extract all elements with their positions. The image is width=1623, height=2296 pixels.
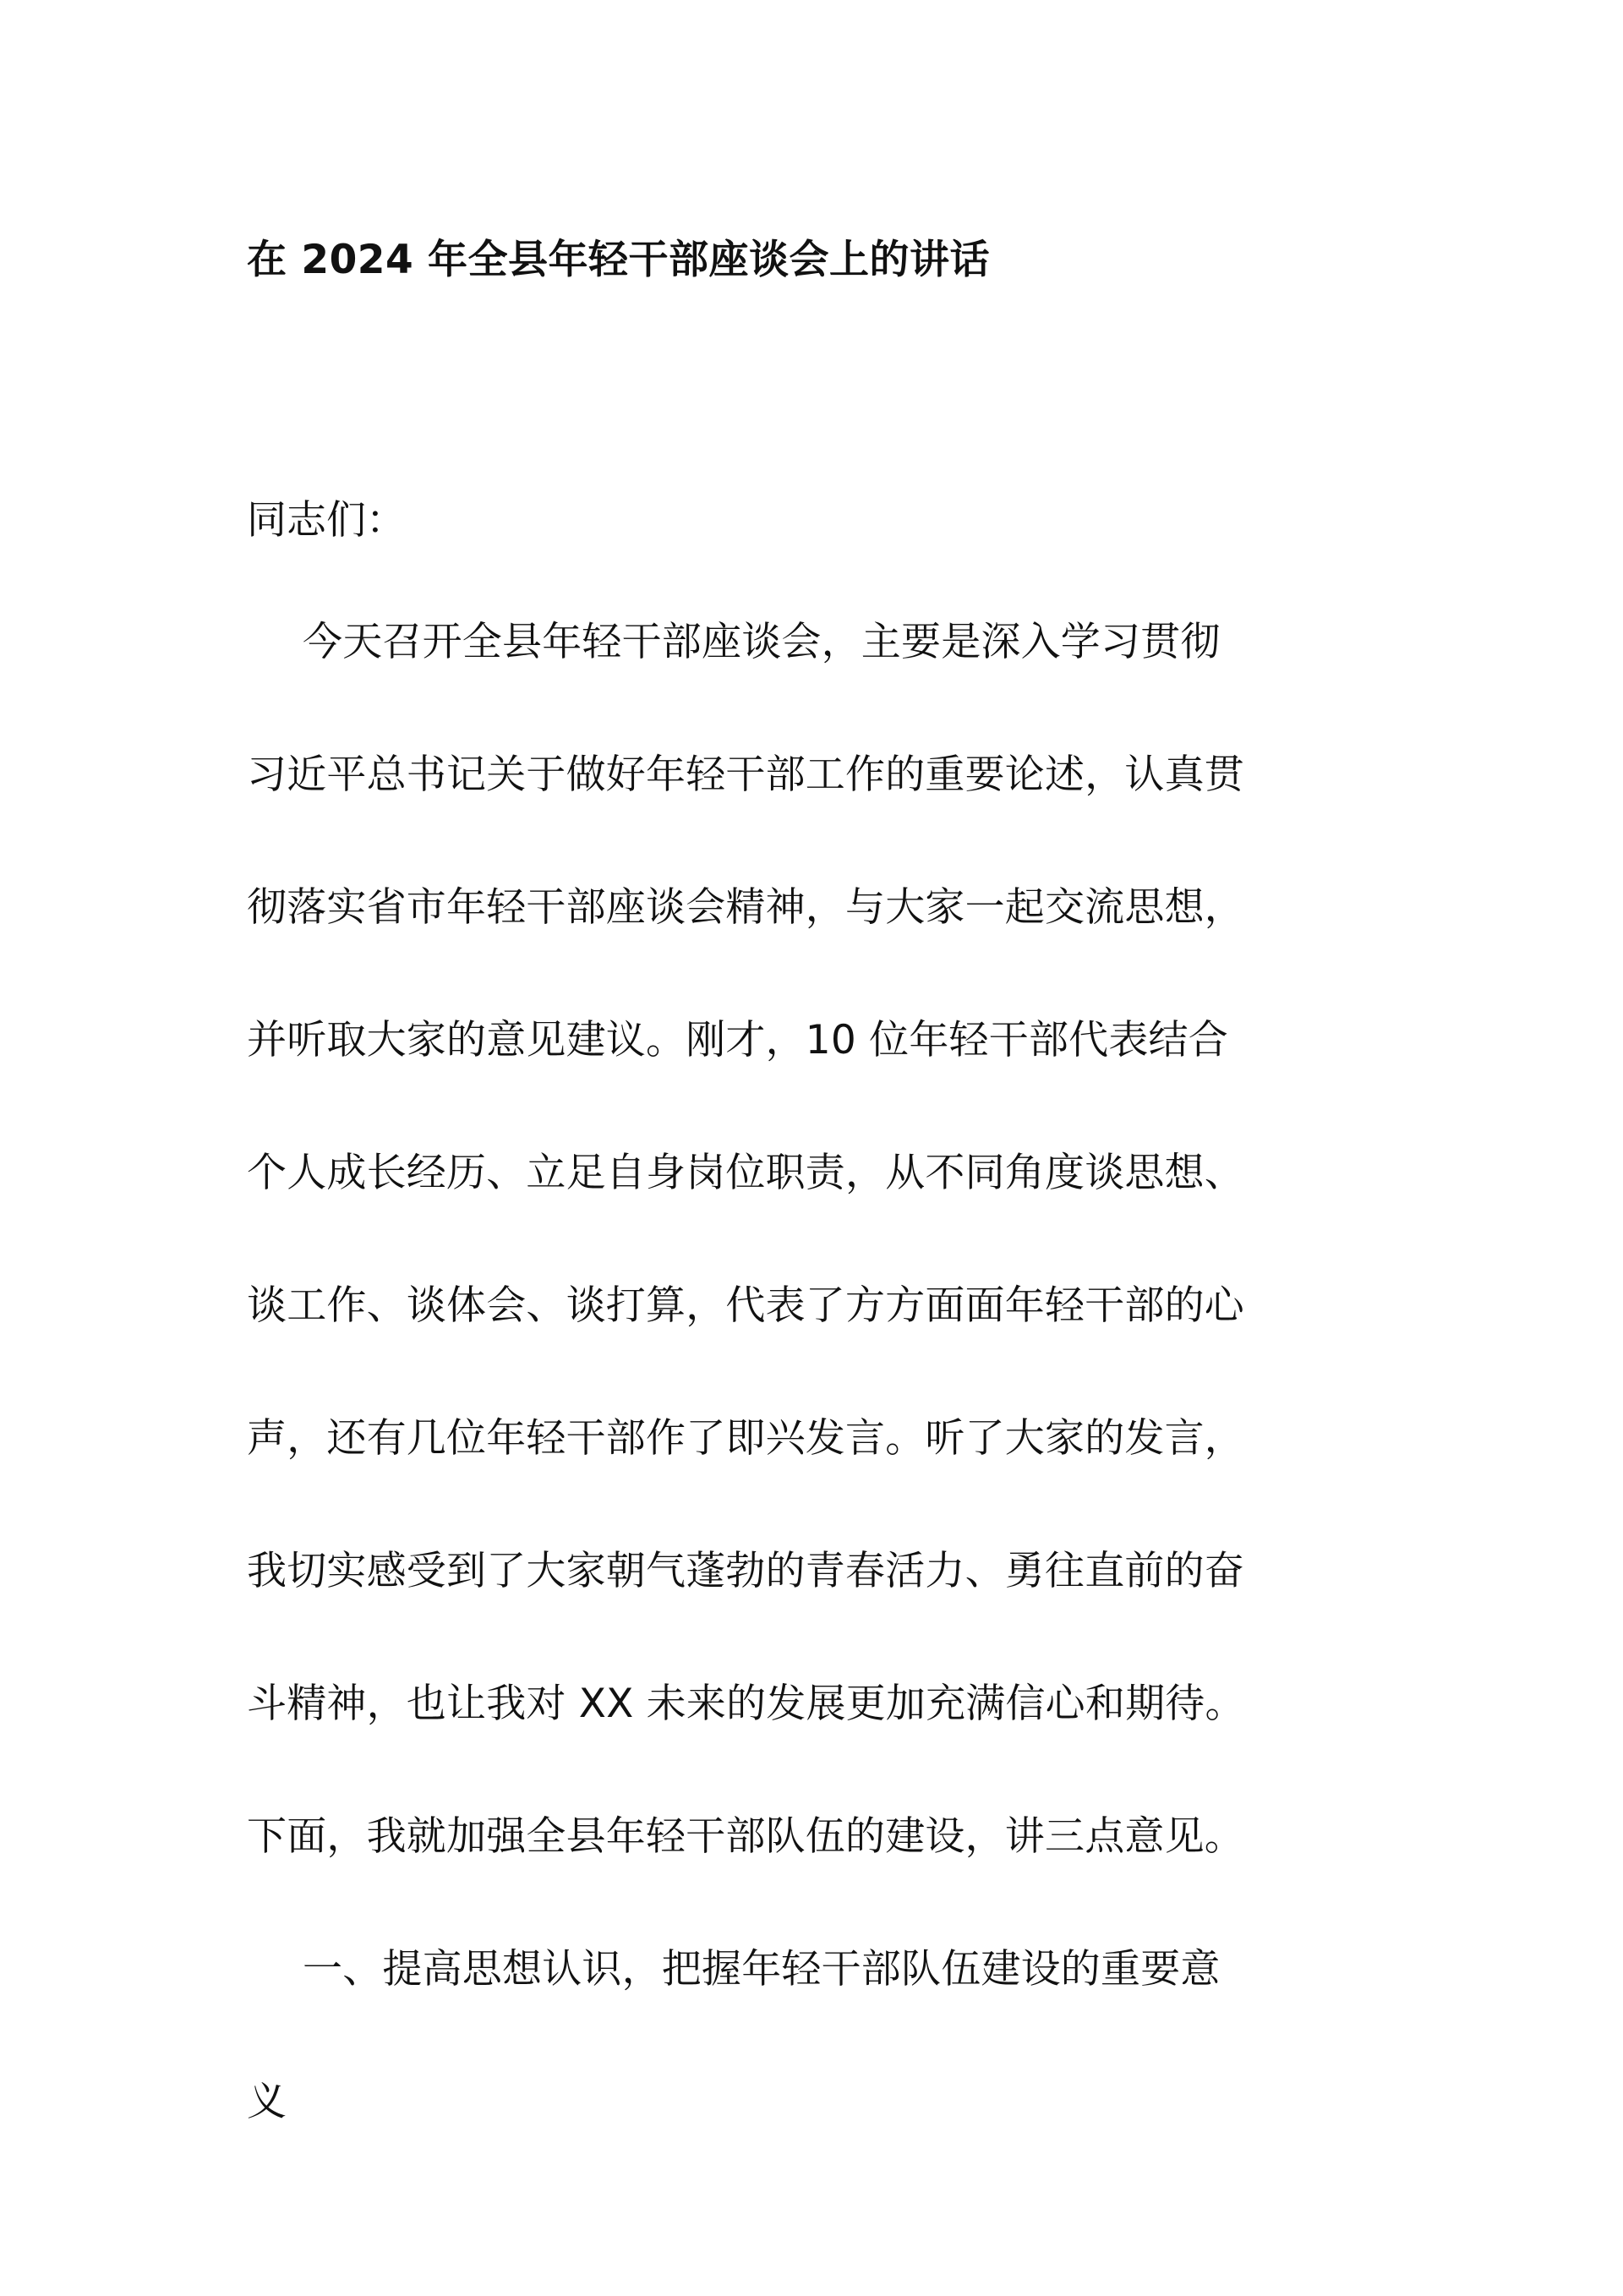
document-title: 在 2024 年全县年轻干部座谈会上的讲话 — [247, 237, 991, 283]
text-line: 谈工作、谈体会、谈打算，代表了方方面面年轻干部的心 — [247, 1282, 1244, 1329]
text-line: 斗精神，也让我对 XX 未来的发展更加充满信心和期待。 — [247, 1681, 1245, 1727]
document-body — [247, 612, 1396, 2205]
text-line: 今天召开全县年轻干部座谈会，主要是深入学习贯彻 — [303, 619, 1221, 665]
text-line: 并听取大家的意见建议。刚才，10 位年轻干部代表结合 — [247, 1017, 1228, 1063]
text-line: 习近平总书记关于做好年轻干部工作的重要论述，认真贯 — [247, 752, 1244, 798]
text-line: 下面，我就加强全县年轻干部队伍的建设，讲三点意见。 — [247, 1813, 1244, 1860]
section-heading-line: 义 — [247, 2079, 287, 2125]
section-heading-line: 一、提高思想认识，把握年轻干部队伍建设的重要意 — [303, 1946, 1221, 1993]
text-line: 彻落实省市年轻干部座谈会精神，与大家一起交流思想， — [247, 884, 1244, 931]
text-line: 声，还有几位年轻干部作了即兴发言。听了大家的发言， — [247, 1415, 1244, 1462]
salutation: 同志们： — [247, 497, 406, 544]
text-line: 我切实感受到了大家朝气蓬勃的青春活力、勇往直前的奋 — [247, 1548, 1244, 1594]
text-line: 个人成长经历、立足自身岗位职责，从不同角度谈思想、 — [247, 1150, 1244, 1196]
